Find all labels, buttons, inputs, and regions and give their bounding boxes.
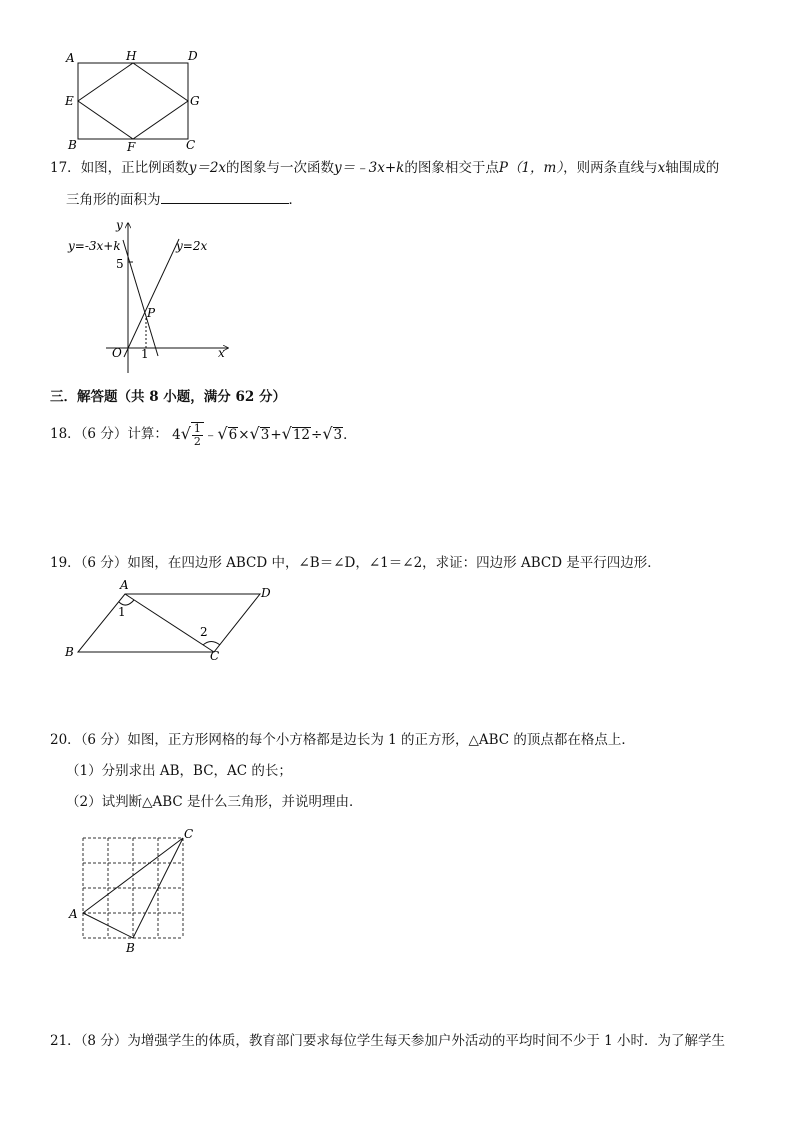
q17-point: P（1，m） — [498, 160, 564, 176]
line2-label: y=-3x+k — [68, 239, 121, 253]
dashed-grid — [83, 838, 183, 938]
label-angle-1: 1 — [118, 605, 126, 619]
five-label: 5 — [116, 257, 124, 271]
question-21 — [50, 1032, 725, 1050]
label-d: D — [188, 49, 198, 63]
line1-label: y=2x — [176, 239, 208, 253]
q17-text-c: 的图象相交于点 — [404, 160, 499, 176]
q18-end: ． — [343, 427, 357, 443]
q19-text: 如图，在四边形 ABCD 中，∠B＝∠D，∠1＝∠2，求证：四边形 ABCD 是平行四边形． — [127, 555, 661, 571]
q20-number: 20． — [50, 732, 81, 748]
q18-score: （6 分） — [80, 426, 128, 442]
label-b: B — [126, 941, 135, 955]
label-f: F — [127, 140, 136, 154]
q20-sub-2: （2）试判断△ABC 是什么三角形，并说明理由． — [66, 794, 363, 810]
q18-sqrt3a: 3 — [260, 427, 270, 443]
q18-expression: 4√ $\frac{1}{2}$ ﹣√6×√3+√12÷√3． — [172, 422, 357, 448]
q18-times: × — [238, 427, 250, 443]
q18-plus: + — [270, 427, 282, 443]
q18-frac-den: 2 — [193, 435, 201, 448]
label-h: H — [126, 49, 137, 63]
q18-text: 计算： — [127, 426, 168, 442]
angle-2-arc — [203, 642, 220, 646]
q18-minus: ﹣ — [203, 427, 218, 443]
label-g: G — [190, 94, 200, 108]
q20-text: 如图，正方形网格的每个小方格都是边长为 1 的正方形，△ABC 的顶点都在格点上． — [127, 732, 635, 748]
label-c: C — [186, 138, 196, 152]
q18-div: ÷ — [311, 427, 323, 443]
y-axis-label: y — [116, 218, 123, 232]
q17-text-line2: 三角形的面积为 — [66, 192, 161, 208]
q19-number: 19． — [50, 555, 81, 571]
one-label: 1 — [141, 347, 149, 361]
q20-score: （6 分） — [80, 732, 128, 748]
question-17-line-2 — [66, 191, 302, 209]
label-angle-2: 2 — [200, 625, 208, 639]
answer-blank[interactable] — [161, 191, 289, 204]
label-b: B — [65, 645, 74, 659]
question-20 — [50, 731, 635, 749]
origin-label: O — [112, 346, 122, 360]
q19-score: （6 分） — [80, 555, 128, 571]
label-c: C — [210, 649, 220, 663]
linear-function-graph — [66, 215, 236, 377]
diagonal-ac — [125, 594, 214, 652]
q17-eq1: y＝2x — [188, 160, 227, 176]
section-3-title: 三．解答题（共 8 小题，满分 62 分） — [50, 389, 286, 405]
x-axis-label: x — [218, 346, 225, 360]
q20-sub-1: （1）分别求出 AB，BC，AC 的长； — [66, 763, 292, 779]
q17-number: 17． — [50, 160, 81, 176]
label-a: A — [120, 578, 129, 592]
question-17-line-1 — [50, 159, 719, 177]
rectangle-rhombus-figure — [60, 45, 210, 155]
question-19 — [50, 554, 661, 572]
grid-triangle-figure — [66, 826, 206, 958]
q17-eq2: y＝﹣3x+k — [334, 160, 405, 176]
q21-text: 为增强学生的体质，教育部门要求每位学生每天参加户外活动的平均时间不少于 1 小时．为了解学生 — [127, 1033, 725, 1049]
q18-sqrt3b: 3 — [333, 427, 343, 443]
label-b: B — [68, 138, 77, 152]
parallelogram-figure — [60, 578, 290, 668]
label-a: A — [69, 907, 78, 921]
q21-score: （8 分） — [80, 1033, 128, 1049]
label-d: D — [261, 586, 271, 600]
point-p-label: P — [147, 306, 156, 320]
q18-number: 18． — [50, 426, 81, 442]
label-c: C — [184, 827, 194, 841]
q17-text-b: 的图象与一次函数 — [226, 160, 335, 176]
q17-text-e: 轴围成的 — [665, 160, 720, 176]
q18-frac-num: 1 — [193, 422, 201, 435]
q17-text-d: ，则两条直线与 — [563, 160, 658, 176]
label-a: A — [66, 51, 75, 65]
q17-text-a: 如图，正比例函数 — [80, 160, 189, 176]
question-18 — [50, 420, 357, 449]
q18-coef: 4 — [172, 427, 181, 443]
q21-number: 21． — [50, 1033, 81, 1049]
q17-end: ． — [288, 192, 302, 208]
label-e: E — [65, 94, 74, 108]
line-y-2x — [124, 239, 179, 357]
q17-axis: x — [657, 160, 666, 176]
q18-sqrt6: 6 — [228, 427, 238, 443]
q18-sqrt12: 12 — [292, 427, 311, 443]
